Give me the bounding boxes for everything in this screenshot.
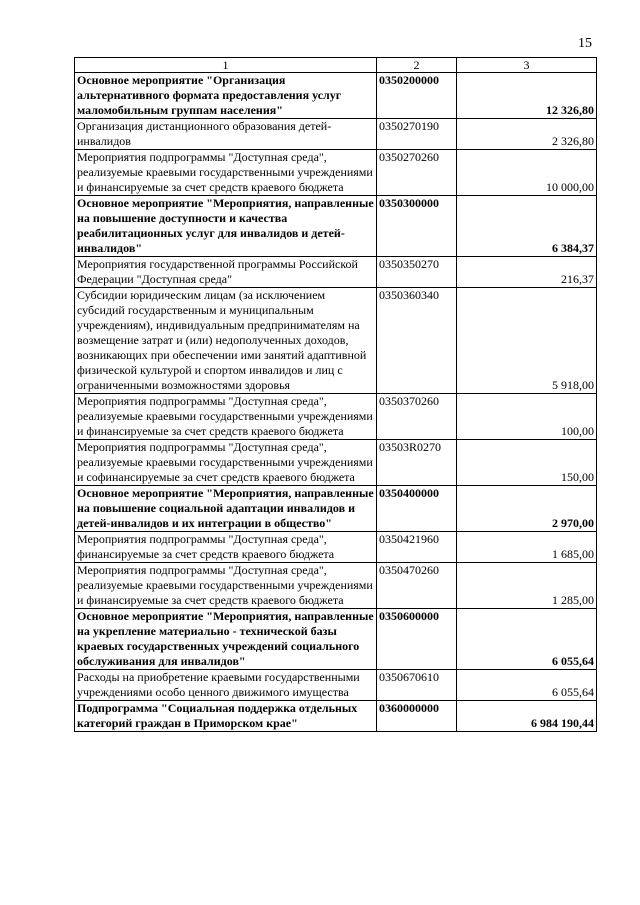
row-amount-cell: 12 326,80 — [457, 73, 597, 119]
row-name-cell: Мероприятия государственной программы Российской Федерации "Доступная среда" — [75, 257, 377, 288]
row-amount-cell: 150,00 — [457, 440, 597, 486]
row-amount-cell: 6 984 190,44 — [457, 701, 597, 732]
row-amount-cell: 216,37 — [457, 257, 597, 288]
row-amount-cell: 100,00 — [457, 394, 597, 440]
row-name-cell: Мероприятия подпрограммы "Доступная среда", реализуемые краевыми государственными учреждениями и финансируемые за счет средств краевого бюджета — [75, 150, 377, 196]
row-name-cell: Мероприятия подпрограммы "Доступная среда", реализуемые краевыми государственными учреждениями и финансируемые за счет средств краевого бюджета — [75, 394, 377, 440]
row-amount-cell: 1 285,00 — [457, 563, 597, 609]
row-name-cell: Основное мероприятие "Мероприятия, направленные на повышение социальной адаптации инвалидов и детей-инвалидов и их интеграции в общество" — [75, 486, 377, 532]
column-number-cell: 1 — [75, 58, 377, 73]
row-name-cell: Основное мероприятие "Мероприятия, направленные на повышение доступности и качества реабилитационных услуг для инвалидов и детей-инвалидов" — [75, 196, 377, 257]
table-row — [75, 73, 597, 119]
row-name-cell: Мероприятия подпрограммы "Доступная среда", реализуемые краевыми государственными учреждениями и софинансируемые за счет средств краевого бюджета — [75, 440, 377, 486]
row-code-cell: 0350360340 — [377, 288, 457, 394]
column-number-cell: 3 — [457, 58, 597, 73]
row-code-cell: 0350300000 — [377, 196, 457, 257]
row-code-cell: 0350270260 — [377, 150, 457, 196]
row-name-cell: Мероприятия подпрограммы "Доступная среда", финансируемые за счет средств краевого бюджета — [75, 532, 377, 563]
row-amount-cell: 1 685,00 — [457, 532, 597, 563]
column-number-row — [75, 58, 597, 73]
row-amount-cell: 6 384,37 — [457, 196, 597, 257]
table-row — [75, 119, 597, 150]
row-code-cell: 0350350270 — [377, 257, 457, 288]
row-code-cell: 0350400000 — [377, 486, 457, 532]
row-name-cell: Субсидии юридическим лицам (за исключением субсидий государственным и муниципальным учреждениям), индивидуальным предпринимателям на возмещение затрат и (или) недополученных доходов, возникающих при обеспечении ими занятий адаптивной физической культурой и спортом инвалидов и лиц с ограниченными возможностями здоровья — [75, 288, 377, 394]
table-row — [75, 670, 597, 701]
table-row — [75, 486, 597, 532]
row-code-cell: 0350421960 — [377, 532, 457, 563]
row-amount-cell: 6 055,64 — [457, 670, 597, 701]
row-amount-cell: 2 970,00 — [457, 486, 597, 532]
row-name-cell: Расходы на приобретение краевыми государственными учреждениями особо ценного движимого имущества — [75, 670, 377, 701]
row-name-cell: Организация дистанционного образования детей-инвалидов — [75, 119, 377, 150]
table-row — [75, 563, 597, 609]
row-amount-cell: 10 000,00 — [457, 150, 597, 196]
page-number: 15 — [578, 36, 592, 51]
row-amount-cell: 6 055,64 — [457, 609, 597, 670]
row-name-cell: Основное мероприятие "Организация альтернативного формата предоставления услуг маломобильным группам населения" — [75, 73, 377, 119]
row-code-cell: 0350200000 — [377, 73, 457, 119]
row-name-cell: Подпрограмма "Социальная поддержка отдельных категорий граждан в Приморском крае" — [75, 701, 377, 732]
table-row — [75, 394, 597, 440]
table-row — [75, 288, 597, 394]
row-amount-cell: 2 326,80 — [457, 119, 597, 150]
table-row — [75, 701, 597, 732]
row-name-cell: Мероприятия подпрограммы "Доступная среда", реализуемые краевыми государственными учреждениями и финансируемые за счет средств краевого бюджета — [75, 563, 377, 609]
row-name-cell: Основное мероприятие "Мероприятия, направленные на укрепление материально - технической базы краевых государственных учреждений социального обслуживания для инвалидов" — [75, 609, 377, 670]
budget-table — [74, 57, 597, 732]
table-row — [75, 440, 597, 486]
row-code-cell: 0350600000 — [377, 609, 457, 670]
row-code-cell: 0350370260 — [377, 394, 457, 440]
table-row — [75, 609, 597, 670]
table-row — [75, 150, 597, 196]
row-code-cell: 0350270190 — [377, 119, 457, 150]
row-code-cell: 03503R0270 — [377, 440, 457, 486]
table-row — [75, 532, 597, 563]
column-number-cell: 2 — [377, 58, 457, 73]
row-code-cell: 0360000000 — [377, 701, 457, 732]
table-row — [75, 257, 597, 288]
table-row — [75, 196, 597, 257]
row-amount-cell: 5 918,00 — [457, 288, 597, 394]
row-code-cell: 0350470260 — [377, 563, 457, 609]
row-code-cell: 0350670610 — [377, 670, 457, 701]
